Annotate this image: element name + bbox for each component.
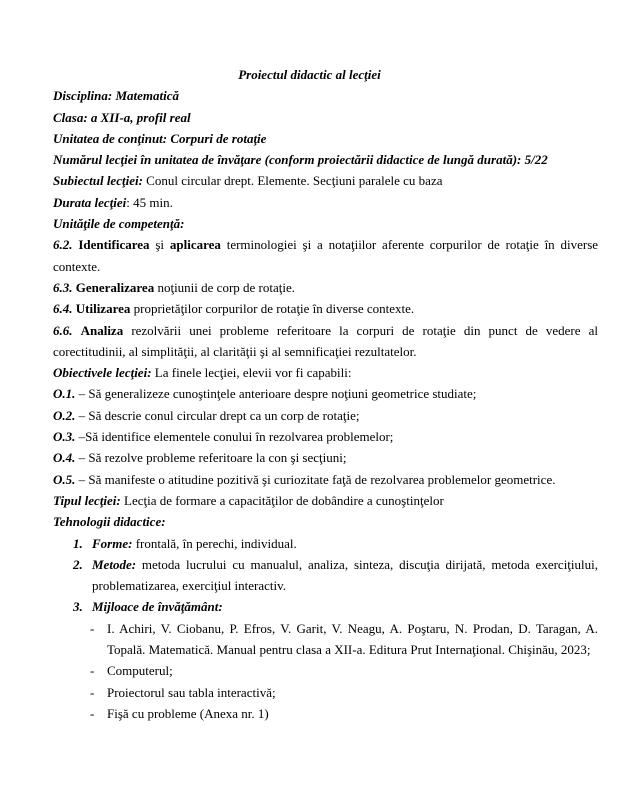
bullet-item [53,682,598,703]
numbered-item [53,596,598,617]
text-line [53,362,598,383]
text-run: contexte. [53,258,101,274]
text-run: Lecţia de formare a capacităţilor de dobândire a cunoştinţelor [124,492,444,508]
text-run: Clasa: a XII-a, profil real [53,109,191,125]
text-run: Metode: [92,556,142,572]
paragraph [53,107,598,128]
text-line [53,447,598,468]
text-run: rezolvării unei probleme referitoare la corpuri de rotaţie din punct de vedere al [131,322,598,338]
paragraph [53,192,598,213]
bullet-item [53,660,598,681]
text-run: Durata lecţiei [53,194,127,210]
text-run: metoda lucrului cu manualul, analiza, sinteza, discuţia dirijată, metoda exerciţiului, [141,556,598,572]
text-run: Mijloace de învăţământ: [92,599,223,615]
text-line [92,533,598,554]
text-line [53,277,598,298]
text-run: corectitudinii, al simplităţii, al clarităţii şi al semnificaţiei rezultatelor. [53,343,417,359]
text-run: şi [155,237,170,253]
text-run: – Să generalizeze cunoştinţele anterioare despre noţiuni geometrice studiate; [78,386,477,402]
text-run: I. Achiri, V. Ciobanu, P. Efros, V. Garit, V. Neagu, A. Poştaru, N. Prodan, D. Taragan, A. [107,620,598,636]
text-line [92,596,598,617]
text-line [107,639,598,660]
text-run: Unităţile de competenţă: [53,216,185,232]
bullet-dash: - [90,663,95,679]
text-line [107,703,598,724]
paragraph [53,277,598,298]
paragraph [53,298,598,319]
text-run: O.1. [53,386,79,402]
bullet-dash: - [90,705,95,721]
text-run: noţiunii de corp de rotaţie. [157,279,295,295]
text-run: Numărul lecţiei în unitatea de învăţare (conform proiectării didactice de lungă durată): 5/22 [53,152,548,168]
text-line [53,107,598,128]
document-page [53,0,598,724]
text-run: Disciplina: Matematică [53,88,180,104]
text-run: Utilizarea [75,301,134,317]
text-line [53,234,598,255]
text-run: Computerul; [107,663,173,679]
text-line [53,298,598,319]
text-run: proprietăţilor corpurilor de rotaţie în diverse contexte. [133,301,415,317]
text-line [53,64,566,85]
paragraph [53,405,598,426]
text-run: O.2. [53,407,79,423]
text-line [53,149,598,170]
text-run: Identificarea [78,237,156,253]
text-line [53,405,598,426]
text-line [53,85,598,106]
text-run: O.5. [53,471,79,487]
text-line [53,490,598,511]
text-line [107,618,598,639]
text-line [53,320,598,341]
paragraph [53,213,598,234]
text-line [53,511,598,532]
paragraph [53,234,598,277]
text-run: 6.2. [53,237,79,253]
text-run: Proiectul didactic al lecţiei [238,67,381,82]
paragraph [53,320,598,363]
paragraph [53,85,598,106]
list-number: 1. [73,535,83,551]
text-line [53,213,598,234]
text-run: 6.4. [53,301,76,317]
paragraph [53,490,598,511]
bullet-item [53,703,598,724]
text-run: O.3. [53,429,79,445]
text-run: Proiectorul sau tabla interactivă; [107,684,276,700]
text-run: – Să manifeste o atitudine pozitivă şi curiozitate faţă de rezolvarea problemelor geometrice. [78,471,556,487]
bullet-dash: - [90,684,95,700]
text-line [53,469,598,490]
text-run: O.4. [53,450,79,466]
list-number: 3. [73,599,83,615]
text-line [92,554,598,575]
text-line [107,660,598,681]
text-line [53,426,598,447]
text-line [53,341,598,362]
text-run: 6.6. [53,322,81,338]
text-run: 6.3. [53,279,76,295]
text-run: Subiectul lecţiei: [53,173,147,189]
text-line [53,128,598,149]
text-line [107,682,598,703]
text-run: –Să identifice elementele conului în rezolvarea problemelor; [78,429,394,445]
paragraph [53,426,598,447]
page-title [53,64,566,85]
text-run: problematizarea, exerciţiul interactiv. [92,578,287,594]
bullet-dash: - [90,620,95,636]
text-line [53,170,598,191]
paragraph [53,511,598,532]
numbered-item [53,554,598,597]
text-run: – Să rezolve probleme referitoare la con şi secţiuni; [78,450,347,466]
text-run: Topală. Matematică. Manual pentru clasa a XII-a. Editura Prut Internaţional. Chişinău, 2023; [107,642,591,658]
text-run: Generalizarea [75,279,158,295]
list-number: 2. [73,556,83,572]
text-line [92,575,598,596]
paragraph [53,128,598,149]
text-line [53,256,598,277]
text-run: aplicarea [169,237,227,253]
text-run: Tehnologii didactice: [53,514,166,530]
text-run: Forme: [92,535,136,551]
text-run: Tipul lecţiei: [53,492,124,508]
paragraph [53,447,598,468]
paragraph [53,170,598,191]
text-run: – Să descrie conul circular drept ca un corp de rotaţie; [78,407,360,423]
bullet-item [53,618,598,661]
text-run: terminologiei şi a notaţiilor aferente corpurilor de rotaţie în diverse [226,237,599,253]
paragraph [53,469,598,490]
text-run: Obiectivele lecţiei: [53,365,155,381]
numbered-item [53,533,598,554]
text-line [53,383,598,404]
paragraph [53,362,598,383]
text-run: Fişă cu probleme (Anexa nr. 1) [107,705,269,721]
text-run: Analiza [80,322,132,338]
text-run: Unitatea de conţinut: Corpuri de rotaţie [53,130,267,146]
text-line [53,192,598,213]
text-run: frontală, în perechi, individual. [135,535,297,551]
text-run: La finele lecţiei, elevii vor fi capabili: [154,365,352,381]
paragraph [53,149,598,170]
text-run: Conul circular drept. Elemente. Secţiuni paralele cu baza [146,173,443,189]
text-run: : 45 min. [126,194,173,210]
paragraph [53,383,598,404]
